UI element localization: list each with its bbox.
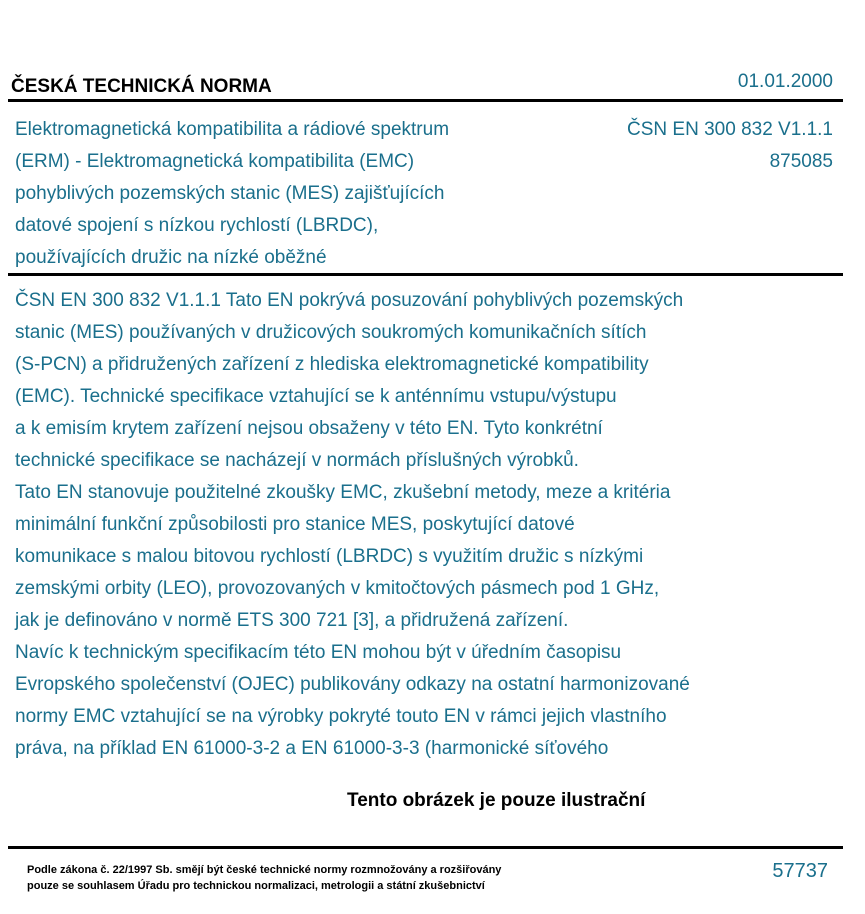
standard-number: 875085 xyxy=(769,151,833,172)
footer-divider xyxy=(8,846,843,849)
abstract-line: Navíc k technickým specifikacím této EN mohou být v úředním časopisu xyxy=(15,642,622,663)
abstract xyxy=(15,285,815,765)
abstract-line: jak je definováno v normě ETS 300 721 [3], a přidružená zařízení. xyxy=(15,610,569,631)
abstract-line: komunikace s malou bitovou rychlostí (LBRDC) s využitím družic s nízkými xyxy=(15,546,644,567)
standard-code: ČSN EN 300 832 V1.1.1 xyxy=(627,119,833,140)
abstract-line: normy EMC vztahující se na výrobky pokryté touto EN v rámci jejich vlastního xyxy=(15,706,667,727)
catalog-number: 57737 xyxy=(772,860,828,882)
standard-title xyxy=(15,114,535,274)
abstract-line: zemskými orbity (LEO), provozovaných v kmitočtových pásmech pod 1 GHz, xyxy=(15,578,660,599)
illustration-note: Tento obrázek je pouze ilustrační xyxy=(347,790,646,811)
legal-notice xyxy=(27,862,501,894)
title-line: (ERM) - Elektromagnetická kompatibilita (EMC) xyxy=(15,151,415,172)
abstract-line: Evropského společenství (OJEC) publikovány odkazy na ostatní harmonizované xyxy=(15,674,690,695)
abstract-paragraph xyxy=(15,285,815,477)
abstract-line: technické specifikace se nacházejí v normách příslušných výrobků. xyxy=(15,450,579,471)
legal-line: Podle zákona č. 22/1997 Sb. smějí být české technické normy rozmnožovány a rozšiřovány xyxy=(27,864,502,876)
title-line: Elektromagnetická kompatibilita a rádiové spektrum xyxy=(15,119,450,140)
abstract-line: stanic (MES) používaných v družicových soukromých komunikačních sítích xyxy=(15,322,647,343)
abstract-line: práva, na příklad EN 61000-3-2 a EN 61000-3-3 (harmonické síťového xyxy=(15,738,609,759)
title-line: používajících družic na nízké oběžné xyxy=(15,247,327,268)
title-line: pohyblivých pozemských stanic (MES) zajišťujících xyxy=(15,183,445,204)
document-heading: ČESKÁ TECHNICKÁ NORMA xyxy=(11,76,272,97)
title-divider xyxy=(8,273,843,276)
standard-identifiers xyxy=(627,114,833,178)
abstract-line: a k emisím krytem zařízení nejsou obsaženy v této EN. Tyto konkrétní xyxy=(15,418,603,439)
abstract-paragraph xyxy=(15,637,815,765)
abstract-line: (EMC). Technické specifikace vztahující se k anténnímu vstupu/výstupu xyxy=(15,386,617,407)
abstract-line: minimální funkční způsobilosti pro stanice MES, poskytující datové xyxy=(15,514,575,535)
title-line: datové spojení s nízkou rychlostí (LBRDC), xyxy=(15,215,379,236)
legal-line: pouze se souhlasem Úřadu pro technickou normalizaci, metrologii a státní zkušebnictví xyxy=(27,880,485,892)
abstract-line: ČSN EN 300 832 V1.1.1 Tato EN pokrývá posuzování pohyblivých pozemských xyxy=(15,290,684,311)
abstract-paragraph xyxy=(15,477,815,637)
abstract-line: Tato EN stanovuje použitelné zkoušky EMC, zkušební metody, meze a kritéria xyxy=(15,482,671,503)
publication-date: 01.01.2000 xyxy=(737,71,833,92)
abstract-line: (S-PCN) a přidružených zařízení z hlediska elektromagnetické kompatibility xyxy=(15,354,649,375)
header-divider xyxy=(8,99,843,102)
